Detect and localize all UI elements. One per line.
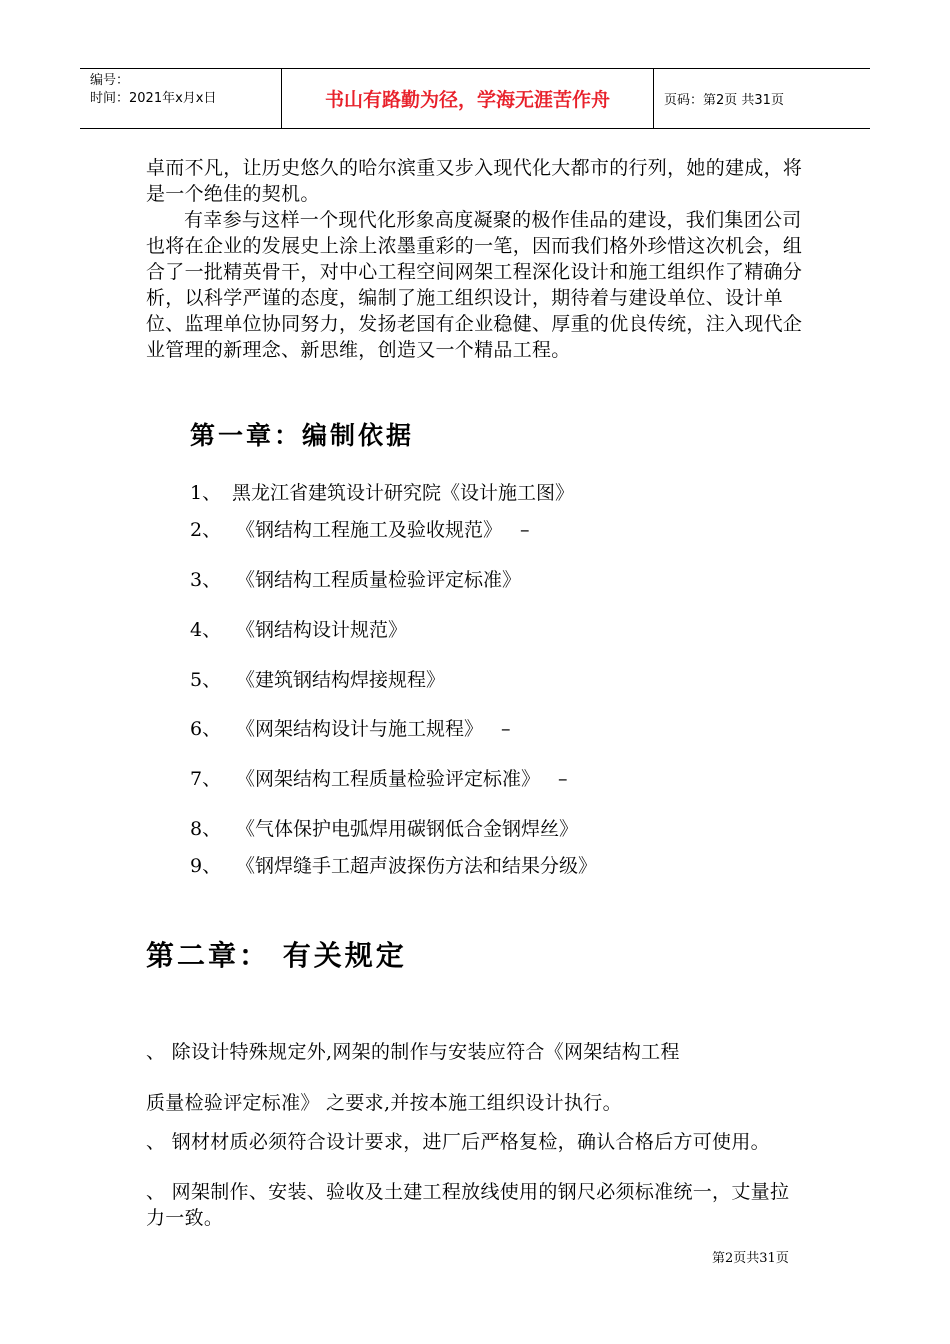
reference-number: 6、 bbox=[190, 718, 222, 740]
header-meta bbox=[80, 69, 282, 128]
code-label: 编号： bbox=[90, 73, 130, 88]
reference-item bbox=[190, 816, 578, 842]
rule-1-line-2: 质量检验评定标准》 之要求,并按本施工组织设计执行。 bbox=[146, 1092, 622, 1114]
reference-number: 5、 bbox=[190, 669, 222, 691]
chapter-2-title: 第二章： 有关规定 bbox=[146, 939, 407, 972]
rule-1-line-1: 、 除设计特殊规定外,网架的制作与安装应符合《网架结构工程 bbox=[146, 1041, 680, 1063]
reference-text: 《钢结构工程施工及验收规范》 bbox=[236, 519, 503, 541]
header-motto: 书山有路勤为径，学海无涯苦作舟 bbox=[282, 69, 654, 128]
page-footer: 第2页共31页 bbox=[712, 1251, 789, 1266]
reference-number: 4、 bbox=[190, 619, 222, 641]
reference-number: 1、 bbox=[190, 482, 222, 504]
reference-item bbox=[190, 517, 530, 543]
reference-item bbox=[190, 480, 574, 506]
reference-number: 9、 bbox=[190, 855, 222, 877]
reference-item bbox=[190, 853, 597, 879]
rule-2: 、 钢材材质必须符合设计要求，进厂后严格复检，确认合格后方可使用。 bbox=[146, 1131, 770, 1153]
reference-text: 黑龙江省建筑设计研究院《设计施工图》 bbox=[232, 482, 575, 504]
time-label: 时间：2021年x月x日 bbox=[90, 91, 217, 106]
reference-number: 2、 bbox=[190, 519, 222, 541]
reference-text: 《气体保护电弧焊用碳钢低合金钢焊丝》 bbox=[236, 818, 579, 840]
reference-dash: – bbox=[501, 718, 511, 740]
reference-item bbox=[190, 667, 445, 693]
reference-text: 《钢结构工程质量检验评定标准》 bbox=[236, 569, 522, 591]
intro-paragraph-1: 卓而不凡，让历史悠久的哈尔滨重又步入现代化大都市的行列，她的建成，将是一个绝佳的契机。 bbox=[146, 157, 803, 205]
reference-text: 《钢焊缝手工超声波探伤方法和结果分级》 bbox=[236, 855, 598, 877]
reference-item bbox=[190, 766, 568, 792]
reference-dash: – bbox=[520, 519, 530, 541]
reference-text: 《钢结构设计规范》 bbox=[236, 619, 408, 641]
reference-number: 8、 bbox=[190, 818, 222, 840]
chapter-1-title: 第一章：编制依据 bbox=[190, 421, 415, 450]
reference-item bbox=[190, 567, 521, 593]
header-page-info: 页码：第2页 共31页 bbox=[664, 93, 784, 108]
reference-dash: – bbox=[558, 768, 568, 790]
reference-text: 《建筑钢结构焊接规程》 bbox=[236, 669, 446, 691]
reference-item bbox=[190, 716, 511, 742]
reference-number: 3、 bbox=[190, 569, 222, 591]
reference-text: 《网架结构设计与施工规程》 bbox=[236, 718, 484, 740]
reference-text: 《网架结构工程质量检验评定标准》 bbox=[236, 768, 541, 790]
intro-paragraph-2: 有幸参与这样一个现代化形象高度凝聚的极作佳品的建设，我们集团公司也将在企业的发展史上涂上浓墨重彩的一笔，因而我们格外珍惜这次机会，组合了一批精英骨干，对中心工程空间网架工程深化设计和施工组织作了精确分析，以科学严谨的态度，编制了施工组织设计，期待着与建设单位、设计单位、监理单位协同努力，发扬老国有企业稳健、厚重的优良传统，注入现代企业管理的新理念、新思维，创造又一个精品工程。 bbox=[146, 209, 803, 361]
reference-number: 7、 bbox=[190, 768, 222, 790]
reference-item bbox=[190, 617, 407, 643]
page-header bbox=[80, 68, 870, 129]
rule-3: 、 网架制作、安装、验收及土建工程放线使用的钢尺必须标准统一，丈量拉力一致。 bbox=[146, 1181, 790, 1229]
